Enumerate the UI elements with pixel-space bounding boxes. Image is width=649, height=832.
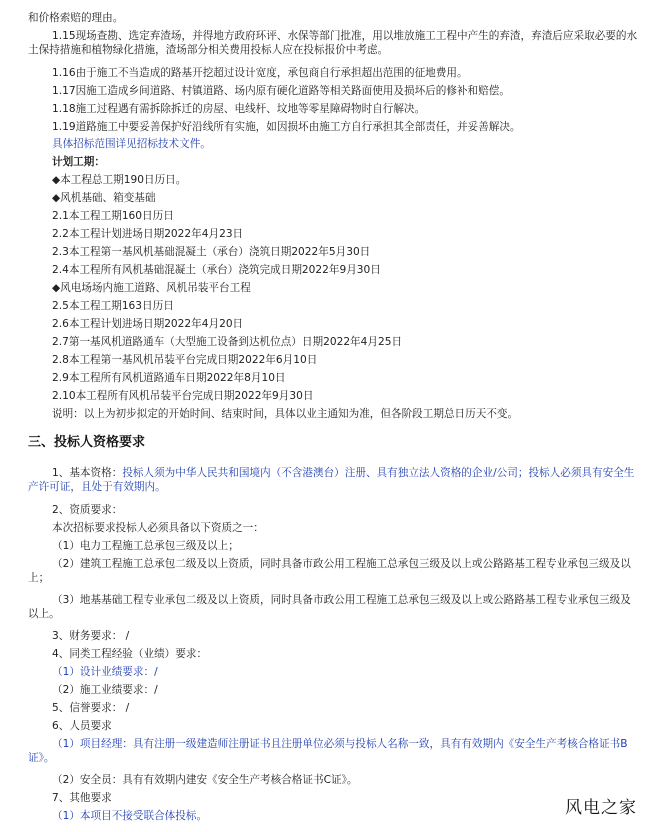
qualification-item: （1）电力工程施工总承包三级及以上； <box>52 540 239 552</box>
qualification-basic-text: 投标人须为中华人民共和国境内（不含港澳台）注册、具有独立法人资格的企业/公司；投标人必须具有安全生产许可证，且处于有效期内。 <box>28 467 635 493</box>
qualification-basic <box>28 466 638 494</box>
qualification-item: （2）施工业绩要求：/ <box>52 684 158 696</box>
schedule-item: 2.7第一基风机道路通车（大型施工设备到达机位点）日期2022年4月25日 <box>52 336 403 348</box>
section-title: 三、投标人资格要求 <box>28 435 146 450</box>
qualification-item: （3）地基基础工程专业承包二级及以上资质，同时具备市政公用工程施工总承包三级及以上或公路路基工程专业承包三级及以上。 <box>28 594 631 620</box>
schedule-total: ◆本工程总工期190日历日。 <box>52 174 187 186</box>
qualification-item: （1）项目经理：具有注册一级建造师注册证书且注册单位必须与投标人名称一致，具有有效期内《安全生产考核合格证书B证》。 <box>28 738 628 764</box>
qualification-item: 3、财务要求： / <box>52 630 130 642</box>
qualification-item: （1）本项目不接受联合体投标。 <box>52 810 208 822</box>
schedule-item: 2.9本工程所有风机道路通车日期2022年8月10日 <box>52 372 286 384</box>
item-1-19: 1.19道路施工中要妥善保护好沿线所有实施，如因损坏由施工方自行承担其全部责任，并妥善解决。 <box>52 121 521 133</box>
schedule-item: 2.10本工程所有风机吊装平台完成日期2022年9月30日 <box>52 390 314 402</box>
qualification-basic-label: 1、基本资格： <box>52 467 123 479</box>
schedule-item: 2.5本工程工期163日历日 <box>52 300 174 312</box>
item-1-16: 1.16由于施工不当造成的路基开挖超过设计宽度，承包商自行承担超出范围的征地费用。 <box>52 67 468 79</box>
qualification-item: （2）建筑工程施工总承包二级及以上资质，同时具备市政公用工程施工总承包三级及以上或公路路基工程专业承包三级及以上； <box>28 558 631 584</box>
qualification-item: （2）安全员：具有有效期内建安《安全生产考核合格证书C证》。 <box>52 774 358 786</box>
qualification-item: 5、信誉要求： / <box>52 702 130 714</box>
schedule-item: 2.3本工程第一基风机基础混凝土（承台）浇筑日期2022年5月30日 <box>52 246 371 258</box>
qualification-item: 6、人员要求 <box>52 720 112 732</box>
schedule-item: 2.2本工程计划进场日期2022年4月23日 <box>52 228 244 240</box>
qualification-item: 4、同类工程经验（业绩）要求： <box>52 648 208 660</box>
schedule-item: 2.6本工程计划进场日期2022年4月20日 <box>52 318 244 330</box>
qualification-item: 本次招标要求投标人必须具备以下资质之一： <box>52 522 264 534</box>
schedule-heading: 计划工期： <box>52 156 105 168</box>
schedule-item: 2.1本工程工期160日历日 <box>52 210 174 222</box>
scope-reference: 具体招标范围详见招标技术文件。 <box>52 138 211 150</box>
qualification-item: 2、资质要求： <box>52 504 123 516</box>
item-1-15: 1.15现场查勘、选定弃渣场，并得地方政府环评、水保等部门批准，用以堆放施工工程中产生的弃渣，弃渣后应采取必要的水土保持措施和植物绿化措施，渣场部分相关费用投标人应在投标报价中考虑。 <box>28 30 638 56</box>
item-1-17: 1.17因施工造成乡间道路、村镇道路、场内原有硬化道路等相关路面使用及损坏后的修补和赔偿。 <box>52 85 510 97</box>
schedule-group-roads: ◆风电场场内施工道路、风机吊装平台工程 <box>52 282 251 294</box>
schedule-item: 2.8本工程第一基风机吊装平台完成日期2022年6月10日 <box>52 354 318 366</box>
schedule-group-foundation: ◆风机基础、箱变基础 <box>52 192 156 204</box>
item-1-18: 1.18施工过程遇有需拆除拆迁的房屋、电线杆、坟地等零星障碍物时自行解决。 <box>52 103 426 115</box>
schedule-note: 说明：以上为初步拟定的开始时间、结束时间，具体以业主通知为准，但各阶段工期总日历天不变。 <box>52 408 519 420</box>
text-line: 和价格索赔的理由。 <box>28 12 124 24</box>
watermark: 风电之家 <box>565 798 637 818</box>
schedule-item: 2.4本工程所有风机基础混凝土（承台）浇筑完成日期2022年9月30日 <box>52 264 381 276</box>
qualification-item: 7、其他要求 <box>52 792 112 804</box>
qualification-item: （1）设计业绩要求：/ <box>52 666 158 678</box>
